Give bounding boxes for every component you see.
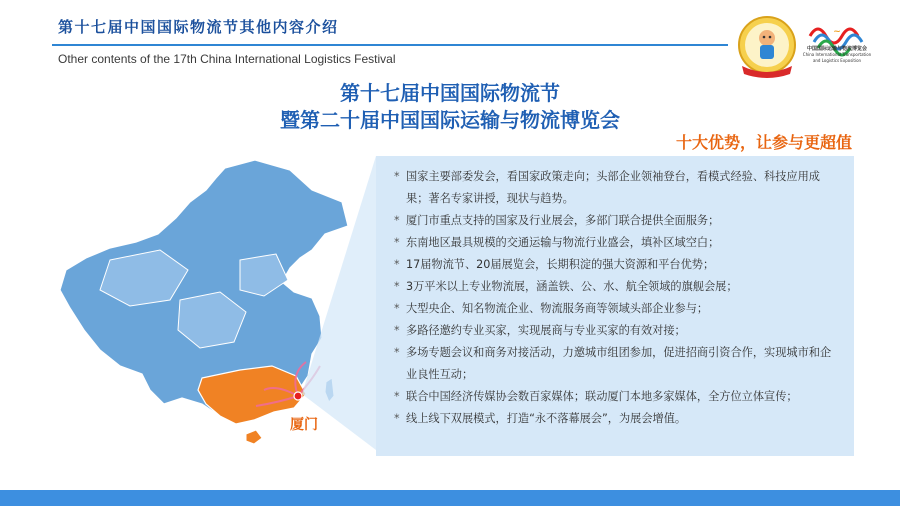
china-map bbox=[50, 150, 390, 450]
expo-logo-title: 中国国际运输与物流博览会 bbox=[806, 46, 867, 52]
advantages-list bbox=[394, 166, 840, 430]
advantage-item: * 大型央企、知名物流企业、物流服务商等领域头部企业参与； bbox=[394, 298, 840, 320]
main-title-line2: 暨第二十届中国国际运输与物流博览会 bbox=[280, 108, 620, 132]
header-title-cn: 第十七届中国国际物流节其他内容介绍 bbox=[58, 18, 339, 36]
main-title bbox=[0, 80, 900, 134]
header-title-en: Other contents of the 17th China International Logistics Festival bbox=[58, 52, 396, 66]
xiamen-marker bbox=[294, 392, 302, 400]
svg-text:~: ~ bbox=[833, 27, 841, 37]
advantage-item: * 3万平米以上专业物流展，涵盖铁、公、水、航全领域的旗舰会展； bbox=[394, 276, 840, 298]
main-title-line1: 第十七届中国国际物流节 bbox=[340, 81, 560, 105]
advantages-title: 十大优势，让参与更超值 bbox=[675, 133, 852, 152]
advantages-panel bbox=[376, 156, 854, 456]
hainan-island bbox=[246, 430, 262, 444]
header-divider bbox=[52, 44, 728, 46]
advantage-item: * 17届物流节、20届展览会，长期积淀的强大资源和平台优势； bbox=[394, 254, 840, 276]
xiamen-label: 厦门 bbox=[290, 417, 318, 433]
expo-logo-subtitle: China International Transportation and Logistics Exposition bbox=[802, 52, 872, 63]
festival-mascot-logo bbox=[736, 14, 798, 80]
advantage-item: * 多场专题会议和商务对接活动，力邀城市组团参加，促进招商引资合作，实现城市和企业良性互动； bbox=[394, 342, 840, 386]
advantage-item: * 厦门市重点支持的国家及行业展会，多部门联合提供全面服务； bbox=[394, 210, 840, 232]
advantage-item: * 线上线下双展模式，打造“永不落幕展会”，为展会增值。 bbox=[394, 408, 840, 430]
advantage-item: * 联合中国经济传媒协会数百家媒体；联动厦门本地多家媒体，全方位立体宣传； bbox=[394, 386, 840, 408]
advantage-item: * 东南地区最具规模的交通运输与物流行业盛会，填补区域空白； bbox=[394, 232, 840, 254]
advantage-item: * 国家主要部委发会，看国家政策走向；头部企业领袖登台，看模式经验、科技应用成果；著名专家讲授，现状与趋势。 bbox=[394, 166, 840, 210]
expo-logo-text bbox=[800, 46, 874, 64]
footer-bar bbox=[0, 490, 900, 506]
advantage-item: * 多路径邀约专业买家，实现展商与专业买家的有效对接； bbox=[394, 320, 840, 342]
